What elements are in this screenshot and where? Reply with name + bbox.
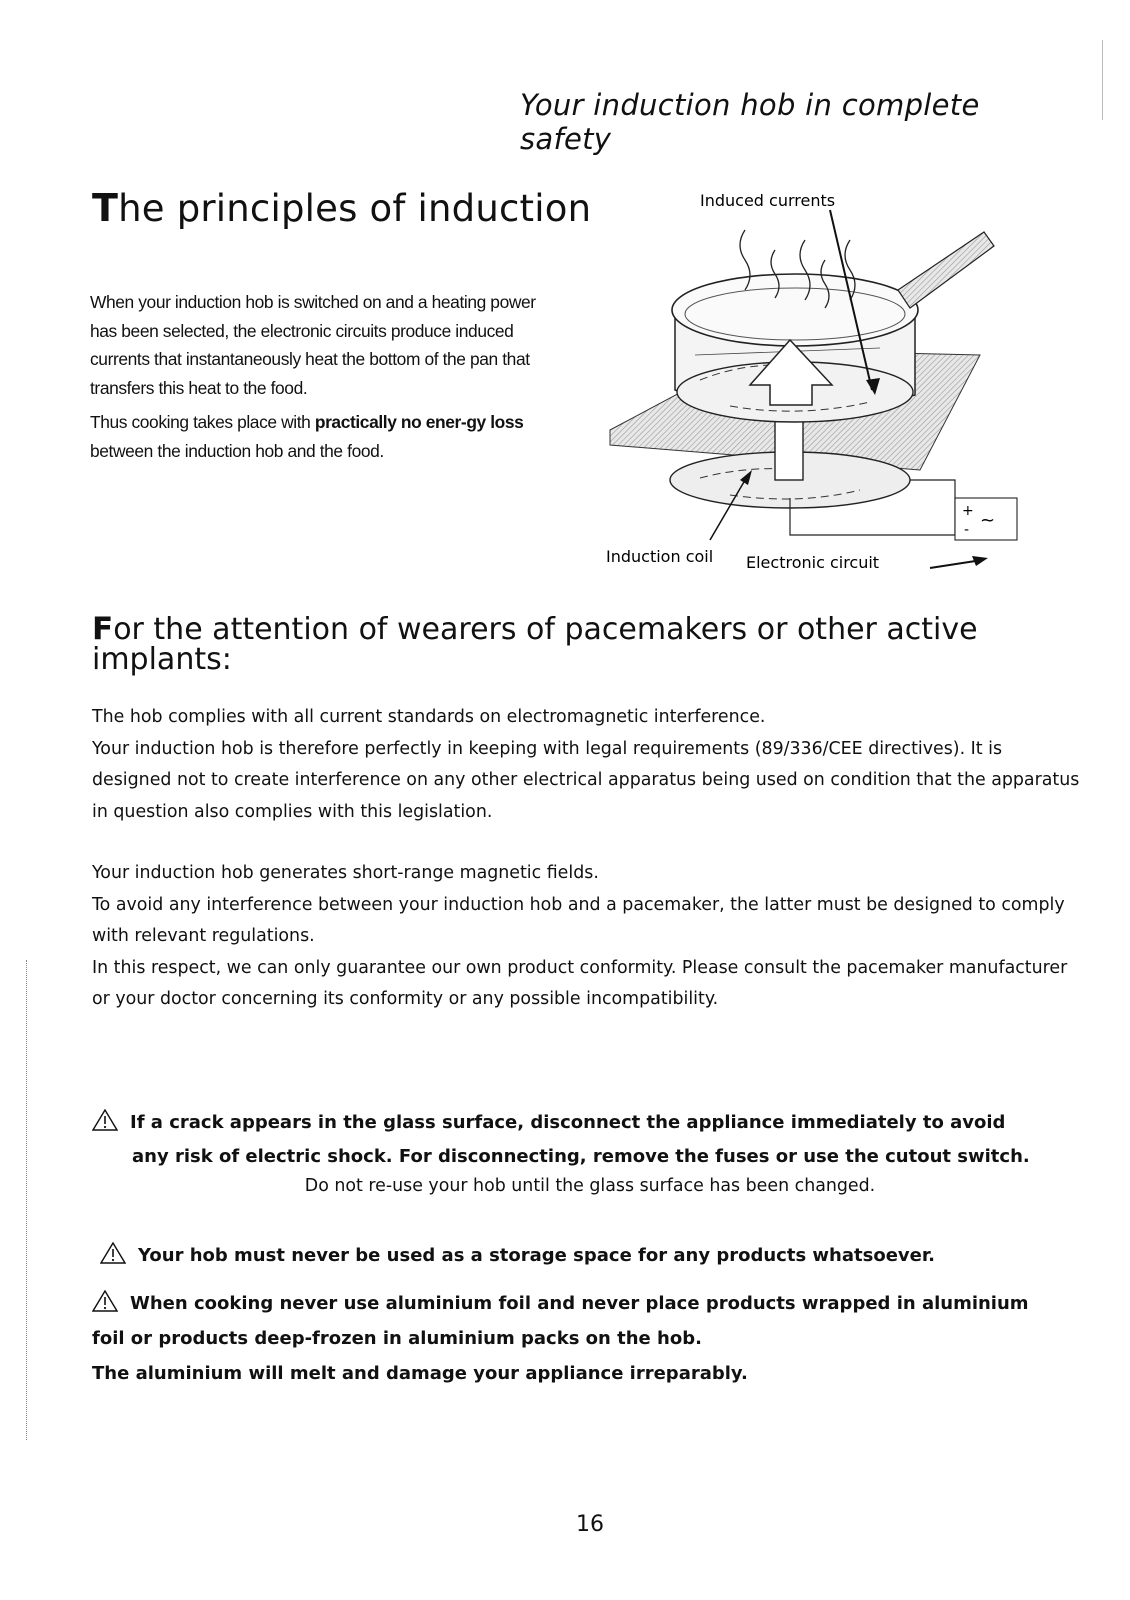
- heading-rest: he principles of induction: [118, 187, 592, 230]
- intro-paragraph-2: [90, 408, 550, 465]
- warning-text-line: If a crack appears in the glass surface, disconnect the appliance immediately to avoid: [130, 1112, 1006, 1133]
- pacemaker-text-block-2: [92, 858, 1082, 1016]
- heading-line-1: [92, 611, 992, 647]
- label-induction-coil: Induction coil: [606, 547, 714, 566]
- intro-p2-bold: practically no ener-gy loss: [314, 412, 524, 432]
- heading-line-1-text: or the attention of wearers of pacemakers or other active: [113, 612, 978, 647]
- warning-text-line: The aluminium will melt and damage your appliance irreparably.: [92, 1363, 748, 1384]
- warning-triangle-icon: [100, 1242, 126, 1264]
- intro-paragraph-1: When your induction hob is switched on and a heating power has been selected, the electronic circuits produce induced currents that instantaneously heat the bottom of the pan that transfers this heat to the food.: [90, 292, 536, 398]
- page-number: 16: [576, 1512, 604, 1537]
- label-electronic-circuit: Electronic circuit: [746, 553, 880, 572]
- warning-storage: [100, 1242, 1080, 1266]
- warning-text: When cooking never use aluminium foil and never place products wrapped in aluminium: [130, 1293, 1029, 1314]
- section-heading-pacemakers: [92, 611, 992, 677]
- warning-text-line: any risk of electric shock. For disconnecting, remove the fuses or use the cutout switch.: [132, 1146, 1030, 1167]
- warning-note: Do not re-use your hob until the glass surface has been changed.: [304, 1176, 876, 1196]
- binding-margin-line: [26, 960, 28, 1440]
- minus-symbol: -: [964, 522, 970, 538]
- pan-handle: [898, 232, 994, 308]
- section-heading-principles: [92, 186, 591, 230]
- label-induced-currents: Induced currents: [700, 191, 836, 210]
- pacemaker-text-block-1: [92, 702, 1082, 828]
- heading-initial: F: [92, 611, 114, 647]
- ac-symbol: ~: [980, 510, 996, 531]
- heading-line-2: implants:: [92, 642, 232, 677]
- warning-triangle-icon: [92, 1290, 118, 1312]
- induction-diagram: [600, 180, 1040, 590]
- warning-aluminium: [92, 1286, 1082, 1391]
- warning-triangle-icon: [92, 1109, 118, 1131]
- heading-initial: T: [92, 186, 119, 230]
- warning-text: Your hob must never be used as a storage space for any products whatsoever.: [138, 1245, 936, 1266]
- pan-rim: [672, 274, 918, 346]
- paragraph: The hob complies with all current standards on electromagnetic interference.: [92, 707, 766, 727]
- paragraph: Your induction hob is therefore perfectly in keeping with legal requirements (89/336/CEE directives). It is designed not to create interference on any other electrical apparatus being used on condition that the apparatus in question also complies with this legislation.: [92, 738, 1080, 822]
- paragraph: Your induction hob generates short-range magnetic fields.: [92, 863, 599, 883]
- intro-p2-start: Thus cooking takes place with: [90, 412, 315, 432]
- paragraph: To avoid any interference between your induction hob and a pacemaker, the latter must be designed to comply with relevant regulations.: [92, 894, 1065, 946]
- warning-glass-crack: [92, 1106, 1082, 1174]
- paragraph: In this respect, we can only guarantee our own product conformity. Please consult the pacemaker manufacturer or your doctor concerning its conformity or any possible incompatibility.: [92, 957, 1068, 1009]
- intro-text: [90, 288, 550, 471]
- page-header: Your induction hob in complete safety: [520, 88, 980, 156]
- intro-p2-end: between the induction hob and the food.: [90, 440, 384, 461]
- plus-symbol: +: [962, 503, 974, 519]
- warning-text-line: [92, 1286, 1082, 1321]
- page-edge-line: [1102, 40, 1104, 120]
- warning-text-line: foil or products deep-frozen in aluminium packs on the hob.: [92, 1328, 702, 1349]
